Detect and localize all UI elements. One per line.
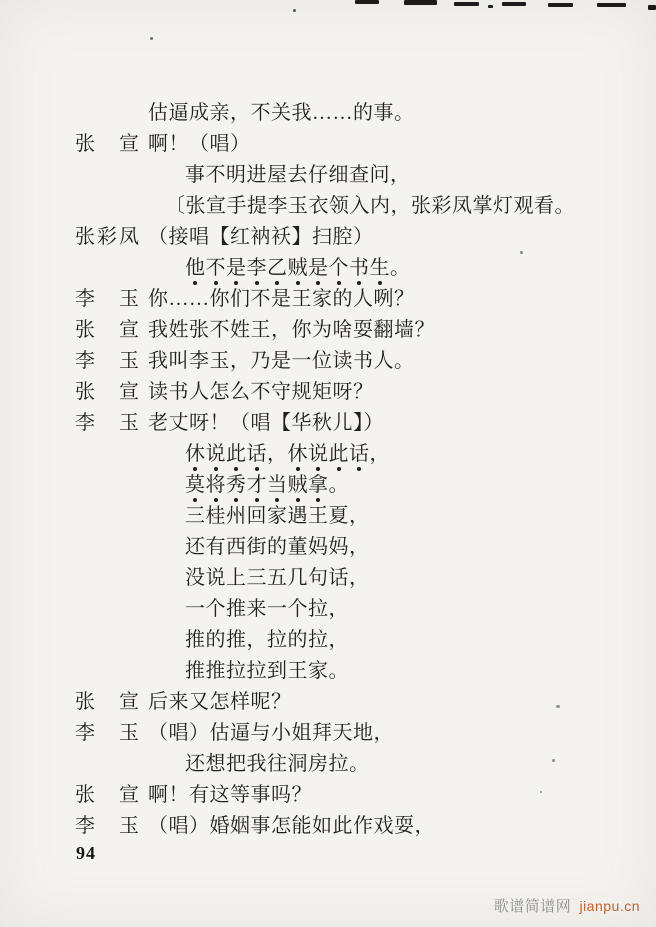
script-line <box>0 193 656 224</box>
emphasized-char: 说 <box>206 441 227 468</box>
script-line <box>0 286 656 317</box>
emphasized-char: 个 <box>329 255 350 282</box>
emphasized-char: 莫 <box>185 472 206 499</box>
emphasized-char: 此 <box>226 441 247 468</box>
line-text: 推的推，拉的拉， <box>185 629 349 651</box>
line-text: 读书人怎么不守规矩呀？ <box>148 381 374 403</box>
line-text: （接唱【红衲袄】扫腔） <box>148 226 374 248</box>
script-line <box>0 100 656 131</box>
line-text: （唱）婚姻事怎能如此作戏耍， <box>148 815 435 837</box>
speaker-name: 张 宣 <box>75 133 139 155</box>
script-line <box>0 503 656 534</box>
scan-edge-dash <box>648 5 656 10</box>
line-text: 啊！（唱） <box>148 133 251 155</box>
emphasized-char: 此 <box>329 441 350 468</box>
script-line <box>0 813 656 844</box>
emphasized-char: 拿 <box>308 472 329 499</box>
line-text: 推推拉拉到王家。 <box>185 660 349 682</box>
speaker-name: 李 玉 <box>75 815 139 837</box>
line-text: （唱）估逼与小姐拜天地， <box>148 722 394 744</box>
emphasized-char: 乙 <box>267 255 288 282</box>
emphasized-char: 休 <box>288 441 309 468</box>
script-line <box>0 255 656 286</box>
script-body <box>0 100 656 844</box>
page-number: 94 <box>76 843 96 863</box>
line-text: 还想把我往洞房拉。 <box>185 753 370 775</box>
line-text: 你……你们不是王家的人咧？ <box>148 288 415 310</box>
script-line <box>0 720 656 751</box>
line-text: 他不是李乙贼是个书生。 <box>185 255 411 282</box>
scan-speck <box>150 37 153 40</box>
line-text: 休说此话，休说此话， <box>185 441 390 468</box>
line-text: 〔张宣手提李玉衣领入内，张彩凤掌灯观看。 <box>165 195 575 217</box>
line-text: 莫将秀才当贼拿。 <box>185 472 349 499</box>
script-line <box>0 224 656 255</box>
scan-edge-dash <box>548 3 573 7</box>
line-text: 后来又怎样呢？ <box>148 691 292 713</box>
script-line <box>0 689 656 720</box>
scan-edge-dash <box>488 5 493 8</box>
speaker-name: 张 宣 <box>75 784 139 806</box>
speaker-name: 张 宣 <box>75 381 139 403</box>
line-text: 我姓张不姓王，你为啥耍翻墙？ <box>148 319 435 341</box>
emphasized-char: 话 <box>349 441 370 468</box>
script-line <box>0 565 656 596</box>
scan-edge-dash <box>597 3 626 7</box>
watermark-site-url[interactable]: jianpu.cn <box>579 898 640 914</box>
line-text: 事不明进屋去仔细查问， <box>185 164 411 186</box>
speaker-name: 李 玉 <box>75 288 139 310</box>
scan-edge-dash <box>454 2 479 6</box>
script-line <box>0 627 656 658</box>
emphasized-char: 说 <box>308 441 329 468</box>
emphasized-char: 贼 <box>288 255 309 282</box>
speaker-name: 张 宣 <box>75 691 139 713</box>
emphasized-char: 李 <box>247 255 268 282</box>
line-text: 三桂州回家遇王夏， <box>185 505 370 527</box>
watermark-site-name: 歌谱简谱网 <box>493 899 572 915</box>
watermark <box>494 895 640 916</box>
script-line <box>0 751 656 782</box>
scan-speck <box>293 9 296 12</box>
script-line <box>0 534 656 565</box>
script-line <box>0 410 656 441</box>
emphasized-char: 生 <box>370 255 391 282</box>
emphasized-char: 不 <box>206 255 227 282</box>
scan-edge-dash <box>355 0 379 4</box>
script-line <box>0 317 656 348</box>
line-text: 啊！有这等事吗？ <box>148 784 312 806</box>
scan-edge-dash <box>404 0 437 5</box>
emphasized-char: 书 <box>349 255 370 282</box>
script-line <box>0 441 656 472</box>
script-line <box>0 596 656 627</box>
line-text: 没说上三五几句话， <box>185 567 370 589</box>
script-line <box>0 348 656 379</box>
speaker-name: 李 玉 <box>75 722 139 744</box>
speaker-name: 李 玉 <box>75 412 139 434</box>
line-text: 估逼成亲，不关我……的事。 <box>148 102 415 124</box>
emphasized-char: 休 <box>185 441 206 468</box>
emphasized-char: 他 <box>185 255 206 282</box>
emphasized-char: 是 <box>308 255 329 282</box>
line-text: 一个推来一个拉， <box>185 598 349 620</box>
line-text: 老丈呀！（唱【华秋儿】） <box>148 412 384 434</box>
speaker-name: 张 宣 <box>75 319 139 341</box>
script-line <box>0 472 656 503</box>
emphasized-char: 当 <box>267 472 288 499</box>
emphasized-char: 是 <box>226 255 247 282</box>
line-text: 还有西街的董妈妈， <box>185 536 370 558</box>
emphasized-char: 将 <box>206 472 227 499</box>
emphasized-char: 才 <box>247 472 268 499</box>
line-text: 我叫李玉，乃是一位读书人。 <box>148 350 415 372</box>
speaker-name: 张 彩 凤 <box>75 226 139 248</box>
script-line <box>0 162 656 193</box>
script-line <box>0 658 656 689</box>
emphasized-char: 秀 <box>226 472 247 499</box>
script-line <box>0 379 656 410</box>
emphasized-char: 话 <box>247 441 268 468</box>
speaker-name: 李 玉 <box>75 350 139 372</box>
script-line <box>0 782 656 813</box>
emphasized-char: 贼 <box>288 472 309 499</box>
scan-edge-dash <box>502 2 526 6</box>
script-line <box>0 131 656 162</box>
